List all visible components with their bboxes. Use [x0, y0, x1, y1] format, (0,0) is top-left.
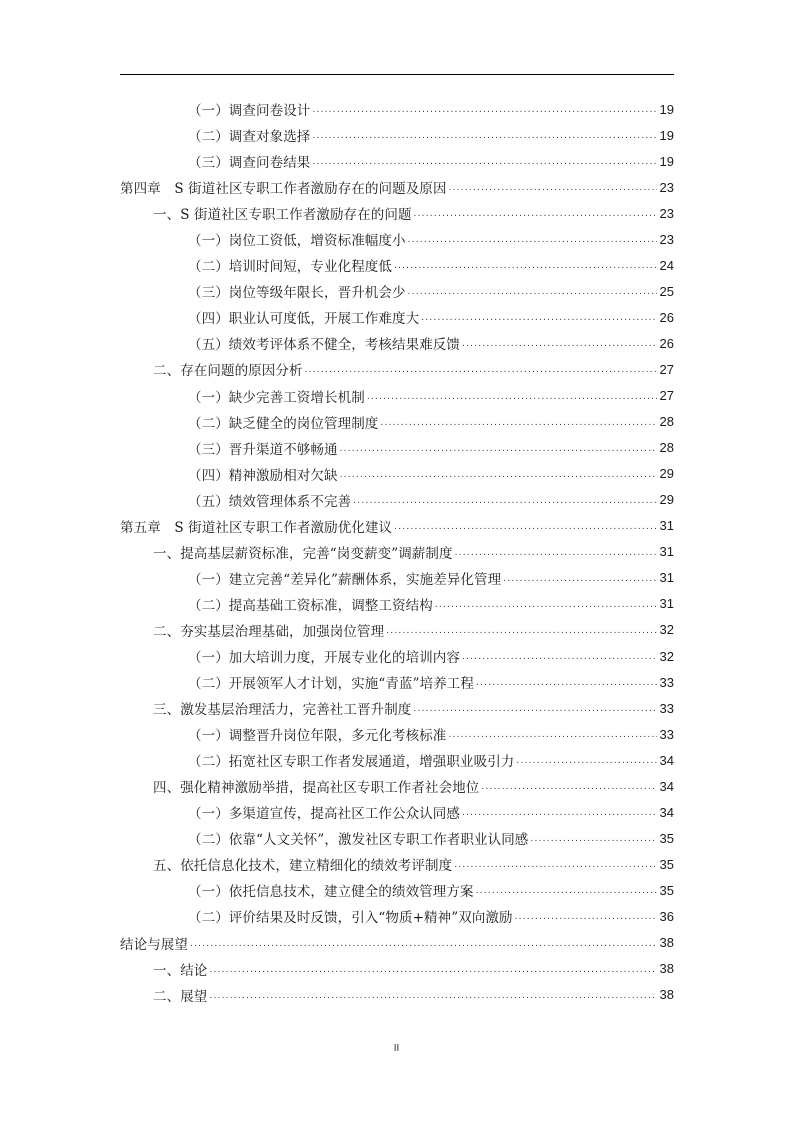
toc-entry-page-number: 38: [659, 935, 674, 951]
toc-entry[interactable]: [120, 174, 674, 200]
toc-entry[interactable]: [120, 903, 674, 929]
toc-entry-page-number: 34: [659, 752, 674, 768]
toc-entry-page-number: 32: [659, 622, 674, 638]
toc-entry-page-number: 29: [659, 492, 674, 508]
toc-entry-title: （一）缺少完善工资增长机制: [188, 389, 365, 406]
toc-entry[interactable]: [120, 956, 674, 982]
toc-dot-leader: [515, 912, 657, 922]
toc-entry[interactable]: [120, 930, 674, 956]
toc-entry[interactable]: [120, 200, 674, 226]
toc-entry[interactable]: [120, 148, 674, 174]
toc-entry-title: （三）岗位等级年限长，晋升机会少: [188, 285, 406, 302]
toc-dot-leader: [386, 626, 657, 636]
toc-entry-title: 二、存在问题的原因分析: [153, 363, 303, 380]
toc-entry-page-number: 26: [659, 335, 674, 351]
toc-entry[interactable]: [120, 435, 674, 461]
toc-dot-leader: [481, 782, 657, 792]
toc-entry-page-number: 36: [659, 908, 674, 924]
toc-entry-page-number: 25: [659, 283, 674, 299]
toc-dot-leader: [408, 287, 657, 297]
toc-entry-page-number: 23: [659, 231, 674, 247]
toc-entry[interactable]: [120, 96, 674, 122]
toc-entry[interactable]: [120, 122, 674, 148]
toc-entry[interactable]: [120, 695, 674, 721]
toc-entry-title: 二、夯实基层治理基础，加强岗位管理: [153, 623, 385, 640]
toc-dot-leader: [516, 756, 657, 766]
toc-dot-leader: [353, 496, 657, 506]
toc-entry-title: （一）调整晋升岗位年限，多元化考核标准: [188, 728, 447, 745]
toc-entry-page-number: 31: [659, 518, 674, 534]
toc-entry-title: （一）岗位工资低，增资标准幅度小: [188, 233, 406, 250]
toc-entry-page-number: 38: [659, 987, 674, 1003]
toc-dot-leader: [209, 991, 657, 1001]
toc-entry-page-number: 23: [659, 205, 674, 221]
toc-dot-leader: [380, 418, 657, 428]
toc-dot-leader: [312, 131, 657, 141]
toc-dot-leader: [476, 886, 657, 896]
toc-entry[interactable]: [120, 669, 674, 695]
toc-entry-title: 一、结论: [153, 962, 208, 979]
toc-entry-title: （五）绩效考评体系不健全，考核结果难反馈: [188, 337, 460, 354]
toc-entry-page-number: 31: [659, 596, 674, 612]
toc-entry[interactable]: [120, 747, 674, 773]
toc-entry-title: 结论与展望: [120, 936, 188, 953]
toc-entry[interactable]: [120, 409, 674, 435]
toc-entry-page-number: 33: [659, 726, 674, 742]
toc-entry[interactable]: [120, 773, 674, 799]
toc-entry-page-number: 31: [659, 570, 674, 586]
toc-entry-page-number: 33: [659, 700, 674, 716]
toc-entry-title: 第四章 S 街道社区专职工作者激励存在的问题及原因: [120, 181, 447, 198]
toc-entry-title: 三、激发基层治理活力，完善社工晋升制度: [153, 702, 412, 719]
toc-dot-leader: [394, 522, 657, 532]
toc-entry[interactable]: [120, 383, 674, 409]
toc-entry[interactable]: [120, 617, 674, 643]
toc-entry-title: 四、强化精神激励举措，提高社区专职工作者社会地位: [153, 780, 480, 797]
toc-entry[interactable]: [120, 877, 674, 903]
toc-dot-leader: [462, 339, 657, 349]
toc-entry[interactable]: [120, 643, 674, 669]
toc-dot-leader: [413, 704, 657, 714]
toc-entry[interactable]: [120, 539, 674, 565]
toc-entry[interactable]: [120, 356, 674, 382]
toc-entry-page-number: 19: [659, 127, 674, 143]
toc-entry-page-number: 28: [659, 440, 674, 456]
header-rule: [120, 74, 674, 75]
toc-entry[interactable]: [120, 487, 674, 513]
toc-entry-title: （二）缺乏健全的岗位管理制度: [188, 415, 379, 432]
toc-entry[interactable]: [120, 825, 674, 851]
toc-dot-leader: [394, 261, 657, 271]
toc-entry-title: （二）提高基础工资标准，调整工资结构: [188, 597, 433, 614]
toc-entry[interactable]: [120, 461, 674, 487]
toc-entry-page-number: 35: [659, 882, 674, 898]
toc-dot-leader: [530, 834, 657, 844]
toc-dot-leader: [435, 600, 657, 610]
toc-entry-page-number: 34: [659, 804, 674, 820]
toc-entry-title: （三）晋升渠道不够畅通: [188, 441, 338, 458]
toc-entry-title: （二）依靠“人文关怀”，激发社区专职工作者职业认同感: [188, 832, 529, 849]
toc-entry-title: （一）建立完善“差异化”薪酬体系，实施差异化管理: [188, 571, 502, 588]
toc-entry-page-number: 23: [659, 179, 674, 195]
toc-entry-title: （二）开展领军人才计划，实施“青蓝”培养工程: [188, 676, 475, 693]
toc-entry-page-number: 27: [659, 388, 674, 404]
toc-entry-title: 第五章 S 街道社区专职工作者激励优化建议: [120, 519, 393, 536]
toc-entry-title: （四）精神激励相对欠缺: [188, 467, 338, 484]
toc-dot-leader: [312, 157, 657, 167]
toc-entry-page-number: 38: [659, 961, 674, 977]
toc-dot-leader: [340, 444, 657, 454]
toc-entry-page-number: 35: [659, 856, 674, 872]
toc-entry-page-number: 31: [659, 544, 674, 560]
toc-entry-title: 一、提高基层薪资标准，完善“岗变薪变”调薪制度: [153, 545, 453, 562]
toc-entry[interactable]: [120, 330, 674, 356]
toc-dot-leader: [503, 574, 657, 584]
toc-entry-page-number: 35: [659, 830, 674, 846]
toc-entry-page-number: 29: [659, 466, 674, 482]
toc-dot-leader: [408, 235, 657, 245]
toc-entry-page-number: 19: [659, 101, 674, 117]
toc-entry[interactable]: [120, 304, 674, 330]
toc-entry-title: 一、S 街道社区专职工作者激励存在的问题: [153, 207, 412, 224]
toc-entry[interactable]: [120, 799, 674, 825]
toc-entry-title: （二）拓宽社区专职工作者发展通道，增强职业吸引力: [188, 754, 515, 771]
toc-dot-leader: [414, 209, 657, 219]
page-number-footer: II: [393, 1043, 400, 1054]
toc-dot-leader: [455, 548, 657, 558]
toc-entry-title: （一）依托信息技术，建立健全的绩效管理方案: [188, 884, 474, 901]
toc-dot-leader: [449, 183, 657, 193]
toc-entry-page-number: 19: [659, 153, 674, 169]
toc-entry[interactable]: [120, 513, 674, 539]
toc-entry[interactable]: [120, 565, 674, 591]
toc-entry[interactable]: [120, 278, 674, 304]
toc-dot-leader: [421, 313, 657, 323]
toc-entry-title: （一）调查问卷设计: [188, 103, 311, 120]
toc-dot-leader: [462, 808, 657, 818]
toc-entry-title: （一）多渠道宣传，提高社区工作公众认同感: [188, 806, 460, 823]
toc-entry-title: （一）加大培训力度，开展专业化的培训内容: [188, 650, 460, 666]
toc-entry-page-number: 24: [659, 257, 674, 273]
toc-dot-leader: [454, 860, 657, 870]
toc-entry-title: （二）评价结果及时反馈，引入“物质+精神”双向激励: [188, 910, 513, 927]
toc-entry-page-number: 34: [659, 778, 674, 794]
toc-entry-title: （二）培训时间短，专业化程度低: [188, 259, 392, 276]
toc-entry-page-number: 33: [659, 674, 674, 690]
toc-dot-leader: [209, 965, 657, 975]
toc-entry[interactable]: [120, 982, 674, 1008]
toc-entry-title: （五）绩效管理体系不完善: [188, 493, 352, 510]
toc-dot-leader: [312, 105, 657, 115]
toc-dot-leader: [448, 730, 657, 740]
toc-entry-title: 二、展望: [153, 988, 208, 1005]
toc-entry[interactable]: [120, 591, 674, 617]
toc-dot-leader: [190, 939, 657, 949]
toc-entry-page-number: 32: [659, 648, 674, 664]
table-of-contents: [120, 96, 674, 1008]
toc-entry-page-number: 27: [659, 361, 674, 377]
toc-entry-title: （四）职业认可度低，开展工作难度大: [188, 311, 420, 328]
toc-entry[interactable]: [120, 851, 674, 877]
toc-entry-page-number: 28: [659, 414, 674, 430]
toc-entry-title: 五、依托信息化技术，建立精细化的绩效考评制度: [153, 858, 453, 875]
toc-entry-title: （二）调查对象选择: [188, 129, 311, 146]
toc-dot-leader: [340, 470, 657, 480]
toc-entry-title: （三）调查问卷结果: [188, 155, 311, 172]
toc-dot-leader: [476, 678, 657, 688]
toc-entry[interactable]: [120, 226, 674, 252]
toc-dot-leader: [367, 392, 657, 402]
toc-entry[interactable]: [120, 252, 674, 278]
toc-dot-leader: [462, 652, 657, 662]
toc-dot-leader: [305, 365, 657, 375]
toc-entry[interactable]: [120, 721, 674, 747]
toc-entry-page-number: 26: [659, 309, 674, 325]
